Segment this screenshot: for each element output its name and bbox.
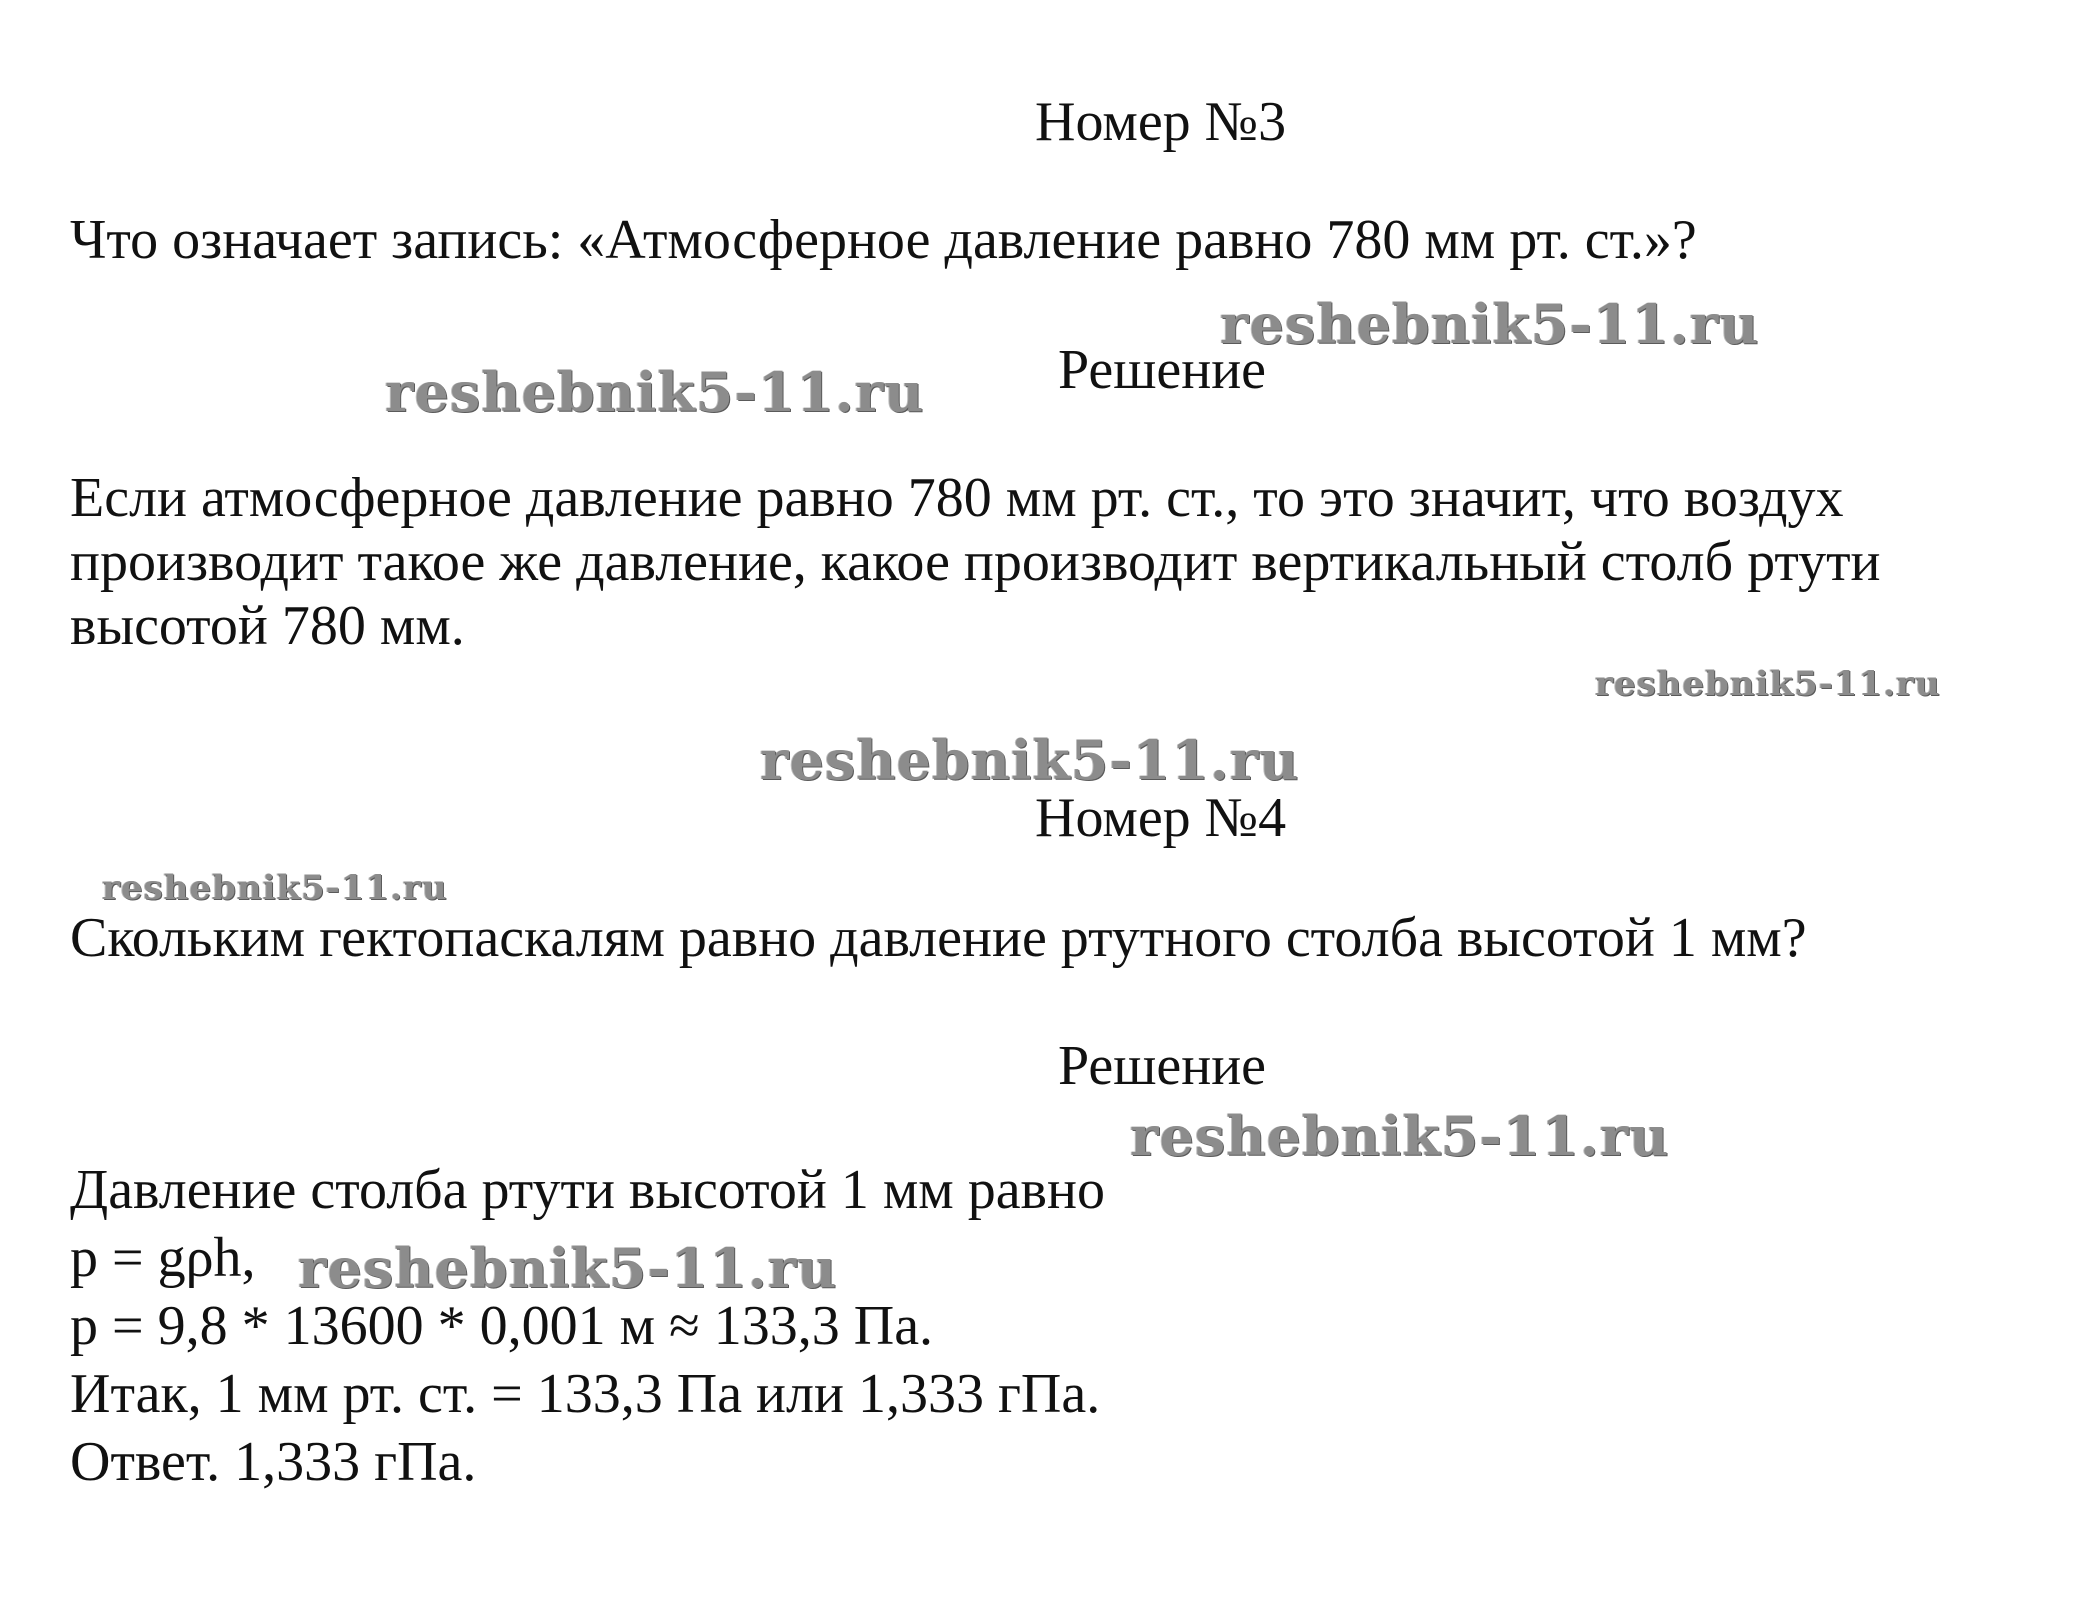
problem4-solution-line: Ответ. 1,333 гПа. xyxy=(70,1431,477,1493)
problem3-answer-line: производит такое же давление, какое производит вертикальный столб ртути xyxy=(70,531,1881,593)
problem4-question: Скольким гектопаскалям равно давление ртутного столба высотой 1 мм? xyxy=(70,907,1807,969)
watermark: reshebnik5-11.ru xyxy=(1595,664,1941,704)
problem3-answer-line: Если атмосферное давление равно 780 мм рт. ст., то это значит, что воздух xyxy=(70,467,1844,529)
watermark: reshebnik5-11.ru xyxy=(298,1236,838,1300)
problem4-solution-line: p = 9,8 * 13600 * 0,001 м ≈ 133,3 Па. xyxy=(70,1295,934,1357)
watermark: reshebnik5-11.ru xyxy=(1130,1104,1670,1168)
problem4-title: Номер №4 xyxy=(1035,787,1287,849)
watermark: reshebnik5-11.ru xyxy=(102,868,448,908)
problem3-answer-line: высотой 780 мм. xyxy=(70,595,465,657)
problem3-title: Номер №3 xyxy=(1035,91,1287,153)
watermark: reshebnik5-11.ru xyxy=(385,360,925,424)
problem3-question: Что означает запись: «Атмосферное давление равно 780 мм рт. ст.»? xyxy=(70,209,1697,271)
problem4-solution-line: Итак, 1 мм рт. ст. = 133,3 Па или 1,333 гПа. xyxy=(70,1363,1101,1425)
problem4-solution-line: p = gρh, xyxy=(70,1227,256,1289)
watermark: reshebnik5-11.ru xyxy=(760,728,1300,792)
problem4-solution-heading: Решение xyxy=(1058,1035,1267,1097)
problem3-solution-heading: Решение xyxy=(1058,339,1267,401)
problem4-solution-line: Давление столба ртути высотой 1 мм равно xyxy=(70,1159,1105,1221)
watermark: reshebnik5-11.ru xyxy=(1220,292,1760,356)
